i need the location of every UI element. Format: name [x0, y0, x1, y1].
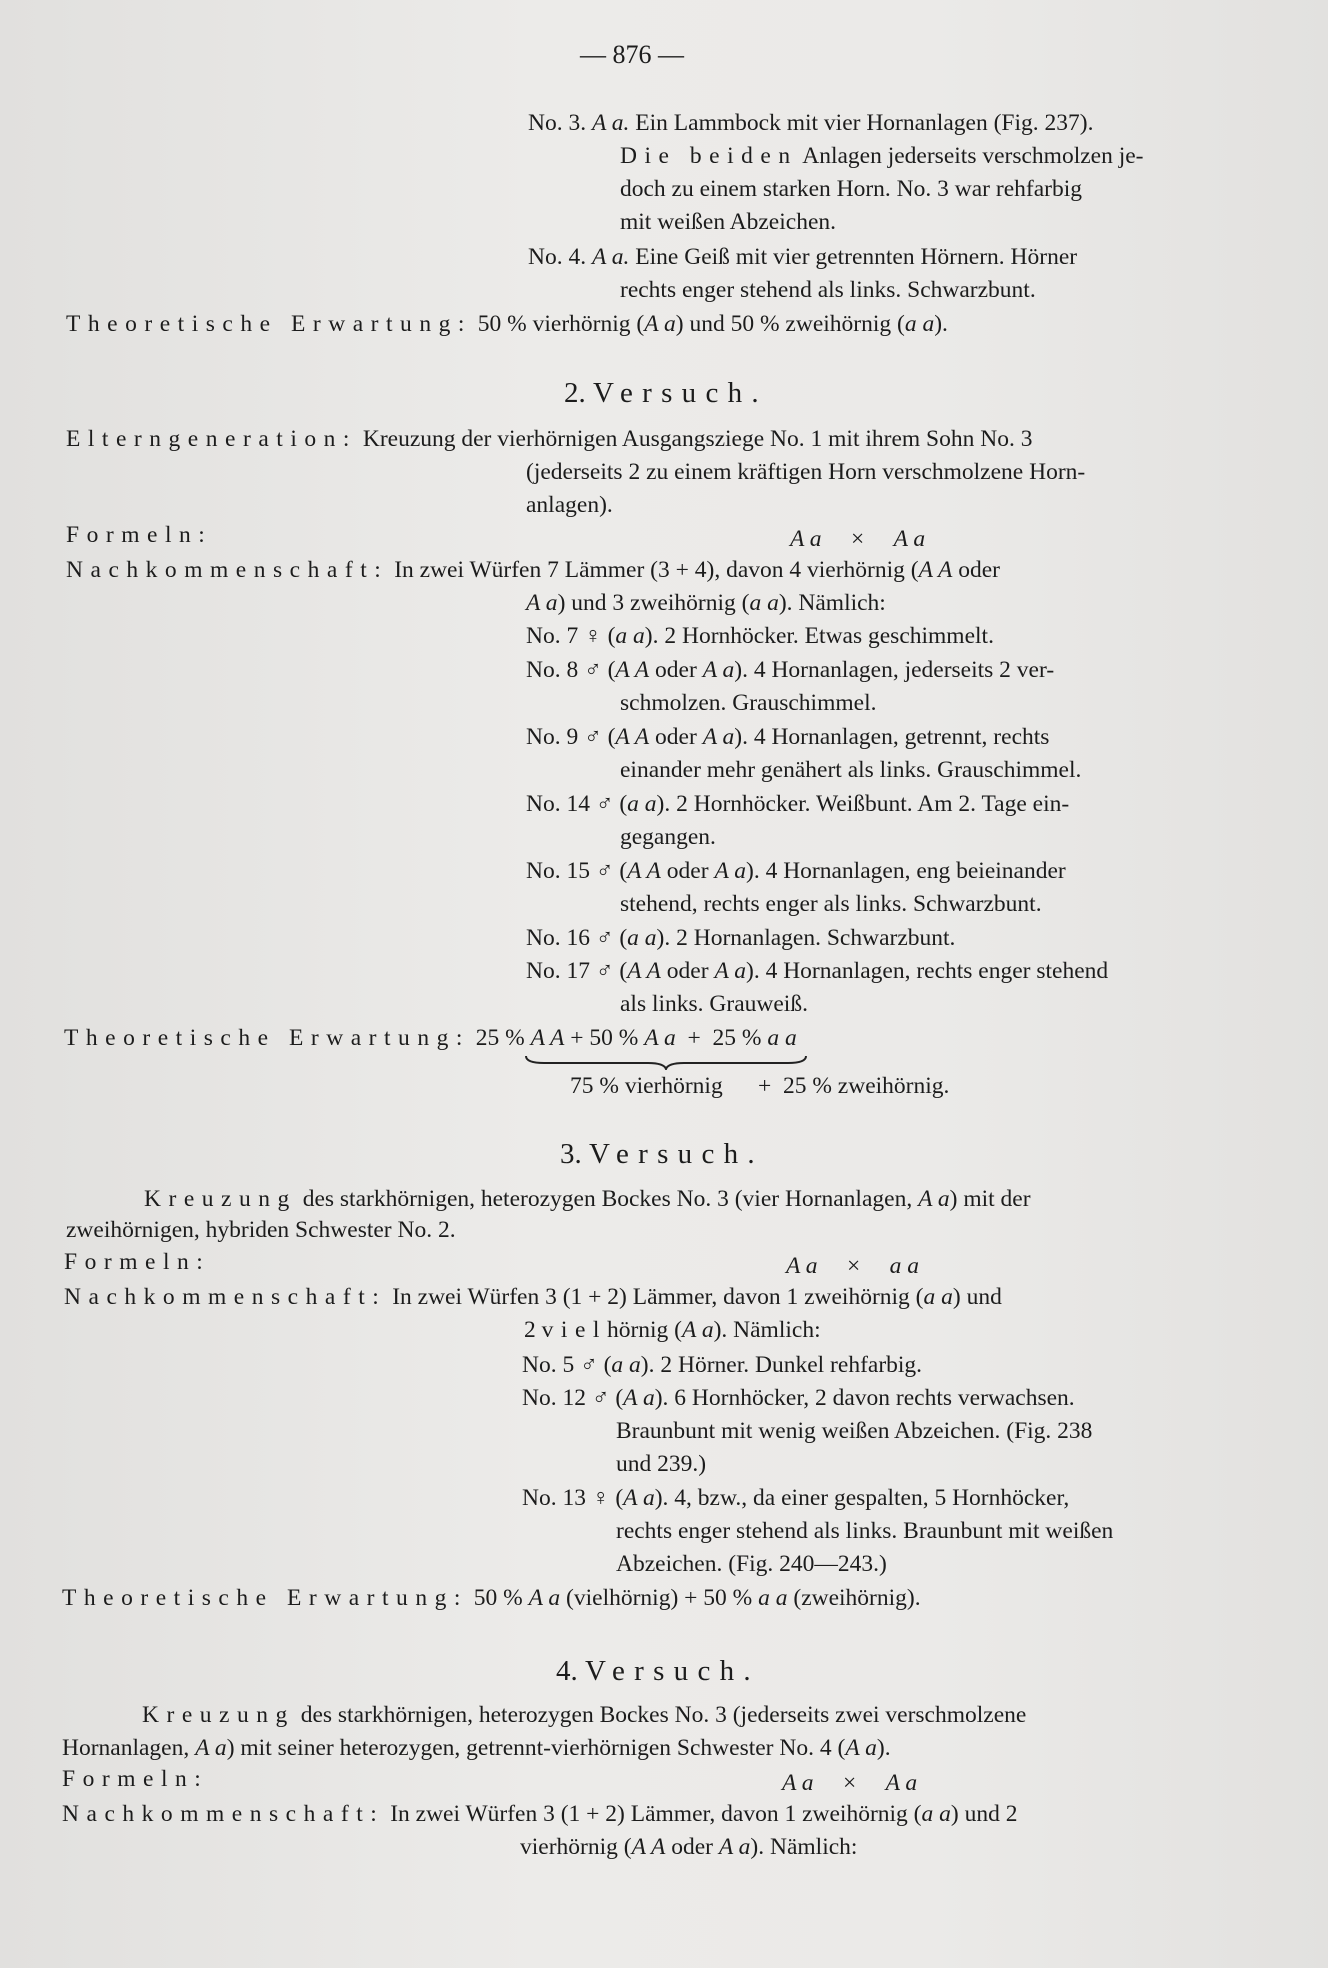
text-line: gegangen. — [620, 824, 716, 850]
text-line: No. 5 ♂ (a a). 2 Hörner. Dunkel rehfarbig. — [522, 1352, 923, 1378]
text-line: 2 vielhörnig (A a). Nämlich: — [524, 1317, 821, 1343]
text-line: A a × A a — [782, 1770, 918, 1796]
text-line: A a × a a — [786, 1253, 919, 1279]
text-line: Formeln: — [64, 1249, 211, 1275]
text-line: Kreuzung des starkhörnigen, heterozygen Bockes No. 3 (jederseits zwei verschmolzene — [142, 1702, 1027, 1728]
section-heading: 2. Versuch. — [564, 377, 768, 409]
text-line: Theoretische Erwartung: 50 % vierhörnig (A a) und 50 % zweihörnig (a a). — [66, 311, 948, 337]
text-line: No. 13 ♀ (A a). 4, bzw., da einer gespalten, 5 Hornhöcker, — [522, 1485, 1070, 1511]
text-line: anlagen). — [526, 492, 613, 518]
text-line: Nachkommenschaft: In zwei Würfen 3 (1 + 2) Lämmer, davon 1 zweihörnig (a a) und 2 — [62, 1801, 1018, 1827]
text-line: No. 15 ♂ (A A oder A a). 4 Hornanlagen, eng beieinander — [526, 858, 1066, 884]
text-line: A a × A a — [790, 526, 926, 552]
section-heading: 4. Versuch. — [556, 1655, 760, 1687]
text-line: No. 16 ♂ (a a). 2 Hornanlagen. Schwarzbunt. — [526, 925, 956, 951]
text-line: 75 % vierhörnig + 25 % zweihörnig. — [570, 1073, 950, 1099]
text-line: Theoretische Erwartung: 50 % A a (vielhörnig) + 50 % a a (zweihörnig). — [62, 1585, 921, 1611]
text-line: Die beiden Anlagen jederseits verschmolzen je- — [620, 143, 1144, 169]
text-line: schmolzen. Grauschimmel. — [620, 690, 877, 716]
text-line: Elterngeneration: Kreuzung der vierhörnigen Ausgangsziege No. 1 mit ihrem Sohn No. 3 — [66, 426, 1033, 452]
text-line: einander mehr genähert als links. Grauschimmel. — [620, 757, 1082, 783]
text-line: stehend, rechts enger als links. Schwarzbunt. — [620, 891, 1042, 917]
text-line: No. 17 ♂ (A A oder A a). 4 Hornanlagen, rechts enger stehend — [526, 958, 1109, 984]
text-line: Formeln: — [66, 522, 213, 548]
text-line: Abzeichen. (Fig. 240—243.) — [616, 1551, 887, 1577]
page-number: — 876 — — [580, 40, 684, 69]
curly-brace-icon — [524, 1054, 808, 1070]
text-line: und 239.) — [616, 1451, 707, 1477]
text-line: zweihörnigen, hybriden Schwester No. 2. — [66, 1217, 456, 1243]
text-line: No. 4. A a. Eine Geiß mit vier getrennten Hörnern. Hörner — [528, 244, 1078, 270]
text-line: als links. Grauweiß. — [620, 991, 808, 1017]
text-line: Nachkommenschaft: In zwei Würfen 3 (1 + 2) Lämmer, davon 1 zweihörnig (a a) und — [64, 1284, 1002, 1310]
section-heading: 3. Versuch. — [560, 1138, 764, 1170]
text-line: No. 9 ♂ (A A oder A a). 4 Hornanlagen, getrennt, rechts — [526, 724, 1050, 750]
text-line: rechts enger stehend als links. Schwarzbunt. — [620, 277, 1036, 303]
text-line: doch zu einem starken Horn. No. 3 war rehfarbig — [620, 176, 1083, 202]
text-line: A a) und 3 zweihörnig (a a). Nämlich: — [526, 590, 886, 616]
text-line: Hornanlagen, A a) mit seiner heterozygen, getrennt-vierhörnigen Schwester No. 4 (A a). — [62, 1735, 891, 1761]
text-line: mit weißen Abzeichen. — [620, 209, 836, 235]
text-line: No. 7 ♀ (a a). 2 Hornhöcker. Etwas geschimmelt. — [526, 623, 994, 649]
text-line: No. 14 ♂ (a a). 2 Hornhöcker. Weißbunt. Am 2. Tage ein- — [526, 791, 1070, 817]
text-line: rechts enger stehend als links. Braunbunt mit weißen — [616, 1518, 1114, 1544]
text-line: vierhörnig (A A oder A a). Nämlich: — [520, 1834, 858, 1860]
text-line: No. 3. A a. Ein Lammbock mit vier Hornanlagen (Fig. 237). — [528, 110, 1094, 136]
text-line: No. 12 ♂ (A a). 6 Hornhöcker, 2 davon rechts verwachsen. — [522, 1385, 1075, 1411]
text-line: Theoretische Erwartung: 25 % A A + 50 % A a + 25 % a a — [64, 1025, 797, 1051]
text-line: Kreuzung des starkhörnigen, heterozygen Bockes No. 3 (vier Hornanlagen, A a) mit der — [144, 1186, 1031, 1212]
text-line: No. 8 ♂ (A A oder A a). 4 Hornanlagen, jederseits 2 ver- — [526, 657, 1055, 683]
text-line: Nachkommenschaft: In zwei Würfen 7 Lämmer (3 + 4), davon 4 vierhörnig (A A oder — [66, 557, 1001, 583]
text-line: Formeln: — [62, 1766, 209, 1792]
text-line: Braunbunt mit wenig weißen Abzeichen. (Fig. 238 — [616, 1418, 1093, 1444]
text-line: (jederseits 2 zu einem kräftigen Horn verschmolzene Horn- — [526, 459, 1086, 485]
